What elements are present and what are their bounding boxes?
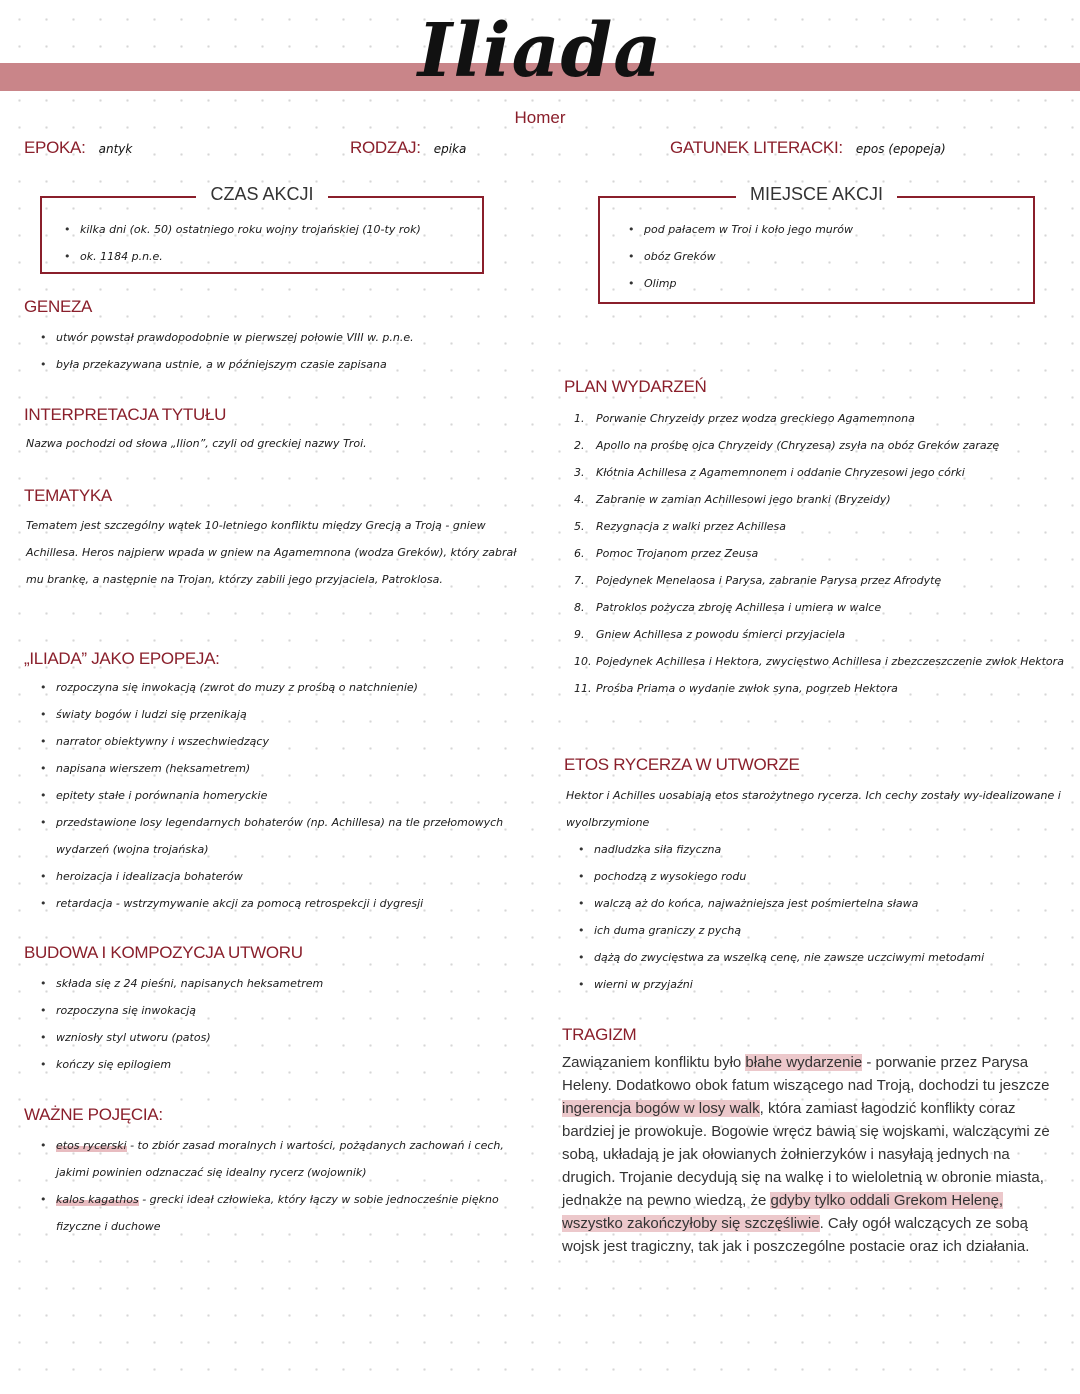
etos-heading: ETOS RYCERZA W UTWORZE xyxy=(564,755,800,774)
list-item: • światy bogów i ludzi się przenikają xyxy=(38,701,538,728)
highlight: błahe wydarzenie xyxy=(745,1054,863,1071)
epoka-label: EPOKA: xyxy=(24,138,86,157)
epoka xyxy=(24,138,132,158)
list-item: • napisana wierszem (heksametrem) xyxy=(38,755,538,782)
list-item: • kilka dni (ok. 50) ostatniego roku wojny trojańskiej (10-ty rok) xyxy=(62,216,477,243)
list-item: • dążą do zwycięstwa za wszelką cenę, nie zawsze uczciwymi metodami xyxy=(576,944,1066,971)
list-item: • pochodzą z wysokiego rodu xyxy=(576,863,1066,890)
list-item: • ok. 1184 p.n.e. xyxy=(62,243,477,270)
czas-akcji-list xyxy=(62,216,477,270)
epopeja-heading: „ILIADA” JAKO EPOPEJA: xyxy=(24,649,220,668)
highlight: ingerencja bogów w losy walk xyxy=(562,1100,760,1117)
interpretacja-text: Nazwa pochodzi od słowa „Ilion”, czyli od greckiej nazwy Troi. xyxy=(26,437,367,450)
rodzaj-label: RODZAJ: xyxy=(350,138,421,157)
pojecia-list xyxy=(38,1132,538,1240)
etos-list xyxy=(576,836,1066,998)
epopeja-list xyxy=(38,674,538,917)
pojecia-heading: WAŻNE POJĘCIA: xyxy=(24,1105,163,1124)
list-item: • przedstawione losy legendarnych bohaterów (np. Achillesa) na tle przełomowych wydarzeń (wojna trojańska) xyxy=(38,809,538,863)
list-item: 8. Patroklos pożycza zbroję Achillesa i umiera w walce xyxy=(574,601,882,614)
list-item: • walczą aż do końca, najważniejsza jest pośmiertelna sława xyxy=(576,890,1066,917)
list-item: 6. Pomoc Trojanom przez Zeusa xyxy=(574,547,759,560)
list-item: 2. Apollo na prośbę ojca Chryzeidy (Chryzesa) zsyła na obóz Greków zarazę xyxy=(574,439,1000,452)
list-item: • utwór powstał prawdopodobnie w pierwszej połowie VIII w. p.n.e. xyxy=(38,324,538,351)
miejsce-akcji-list xyxy=(626,216,1026,297)
geneza-heading: GENEZA xyxy=(24,297,93,316)
list-item: 9. Gniew Achillesa z powodu śmierci przyjaciela xyxy=(574,628,846,641)
list-item: • kończy się epilogiem xyxy=(38,1051,538,1078)
geneza-list xyxy=(38,324,538,378)
miejsce-akcji-title: MIEJSCE AKCJI xyxy=(736,184,897,204)
list-item: • retardacja - wstrzymywanie akcji za pomocą retrospekcji i dygresji xyxy=(38,890,538,917)
list-item: • wierni w przyjaźni xyxy=(576,971,1066,998)
definition: - grecki ideał człowieka, który łączy w sobie jednocześnie piękno fizyczne i duchowe xyxy=(56,1193,499,1233)
budowa-list xyxy=(38,970,538,1078)
list-item: • była przekazywana ustnie, a w późniejszym czasie zapisana xyxy=(38,351,538,378)
list-item xyxy=(38,1186,538,1240)
list-item: • heroizacja i idealizacja bohaterów xyxy=(38,863,538,890)
definition: - to zbiór zasad moralnych i wartości, pożądanych zachowań i cech, jakimi powinien odznaczać się idealny rycerz (wojownik) xyxy=(56,1139,504,1179)
list-item: • pod pałacem w Troi i koło jego murów xyxy=(626,216,1026,243)
budowa-heading: BUDOWA I KOMPOZYCJA UTWORU xyxy=(24,943,303,962)
list-item: 5. Rezygnacja z walki przez Achillesa xyxy=(574,520,786,533)
rodzaj xyxy=(350,138,466,158)
list-item: • rozpoczyna się inwokacją xyxy=(38,997,538,1024)
list-item: 11. Prośba Priama o wydanie zwłok syna, pogrzeb Hektora xyxy=(574,682,898,695)
miejsce-akcji-title-wrap xyxy=(598,184,1035,210)
czas-akcji-title: CZAS AKCJI xyxy=(196,184,327,204)
plan-heading: PLAN WYDARZEŃ xyxy=(564,377,707,396)
list-item: 7. Pojedynek Menelaosa i Parysa, zabranie Parysa przez Afrodytę xyxy=(574,574,942,587)
term: etos rycerski xyxy=(56,1139,127,1152)
tematyka-text: Tematem jest szczególny wątek 10-letniego konfliktu między Grecją a Troją - gniew Achillesa. Heros najpierw wpada w gniew na Agamemnona (wodza Greków), który zabrał mu brankę, a następnie na Trojan, którzy zabili jego przyjaciela, Patroklosa. xyxy=(26,519,517,586)
plan-list xyxy=(574,405,1074,702)
list-item: • rozpoczyna się inwokacją (zwrot do muzy z prośbą o natchnienie) xyxy=(38,674,538,701)
list-item: 3. Kłótnia Achillesa z Agamemnonem i oddanie Chryzesowi jego córki xyxy=(574,466,965,479)
author: Homer xyxy=(514,108,566,127)
gatunek xyxy=(670,138,946,158)
page-title: Iliada xyxy=(417,8,663,94)
list-item: 10. Pojedynek Achillesa i Hektora, zwycięstwo Achillesa i zbezczeszczenie zwłok Hektora xyxy=(574,655,1064,668)
list-item: • narrator obiektywny i wszechwiedzący xyxy=(38,728,538,755)
term: kalos kagathos xyxy=(56,1193,139,1206)
gatunek-value: epos (epopeja) xyxy=(855,142,946,156)
epoka-value: antyk xyxy=(98,142,133,156)
tematyka-heading: TEMATYKA xyxy=(24,486,112,505)
list-item: • składa się z 24 pieśni, napisanych heksametrem xyxy=(38,970,538,997)
list-item xyxy=(38,1132,538,1186)
list-item: 4. Zabranie w zamian Achillesowi jego branki (Bryzeidy) xyxy=(574,493,891,506)
etos-intro: Hektor i Achilles uosabiają etos starożytnego rycerza. Ich cechy zostały wy-idealizowane i wyolbrzymione xyxy=(566,789,1061,829)
list-item: • obóz Greków xyxy=(626,243,1026,270)
list-item: • Olimp xyxy=(626,270,1026,297)
tragizm-heading: TRAGIZM xyxy=(562,1025,637,1044)
gatunek-label: GATUNEK LITERACKI: xyxy=(670,138,843,157)
list-item: • wzniosły styl utworu (patos) xyxy=(38,1024,538,1051)
rodzaj-value: epika xyxy=(433,142,467,156)
list-item: • ich duma graniczy z pychą xyxy=(576,917,1066,944)
list-item: • nadludzka siła fizyczna xyxy=(576,836,1066,863)
czas-akcji-title-wrap xyxy=(40,184,484,210)
list-item: • epitety stałe i porównania homeryckie xyxy=(38,782,538,809)
tragizm-text: Zawiązaniem konfliktu było błahe wydarzenie - porwanie przez Parysa Heleny. Dodatkowo obok fatum wiszącego nad Troją, dochodzi tu jeszcze ingerencja bogów w losy walk, która zamiast łagodzić konflikty coraz bardziej je prowokuje. Bogowie wręcz bawią się wojskami, walczącymi ze sobą, układają je jak ołowianych żołnierzyków i nasyłają jednych na drugich. Trojanie decydują się na walkę i to wieloletnią w obronie miasta, jednakże na pewno wiedzą, że gdyby tylko oddali Grekom Helenę, wszystko zakończyłoby się szczęśliwie. Cały ogół walczących ze sobą wojsk jest tragiczny, tak jak i poszczególne postacie oraz ich działania. xyxy=(562,1054,1050,1255)
interpretacja-heading: INTERPRETACJA TYTUŁU xyxy=(24,405,227,424)
highlight: gdyby tylko oddali Grekom Helenę, wszystko zakończyłoby się szczęśliwie xyxy=(562,1192,1004,1232)
list-item: 1. Porwanie Chryzeidy przez wodza greckiego Agamemnona xyxy=(574,412,915,425)
